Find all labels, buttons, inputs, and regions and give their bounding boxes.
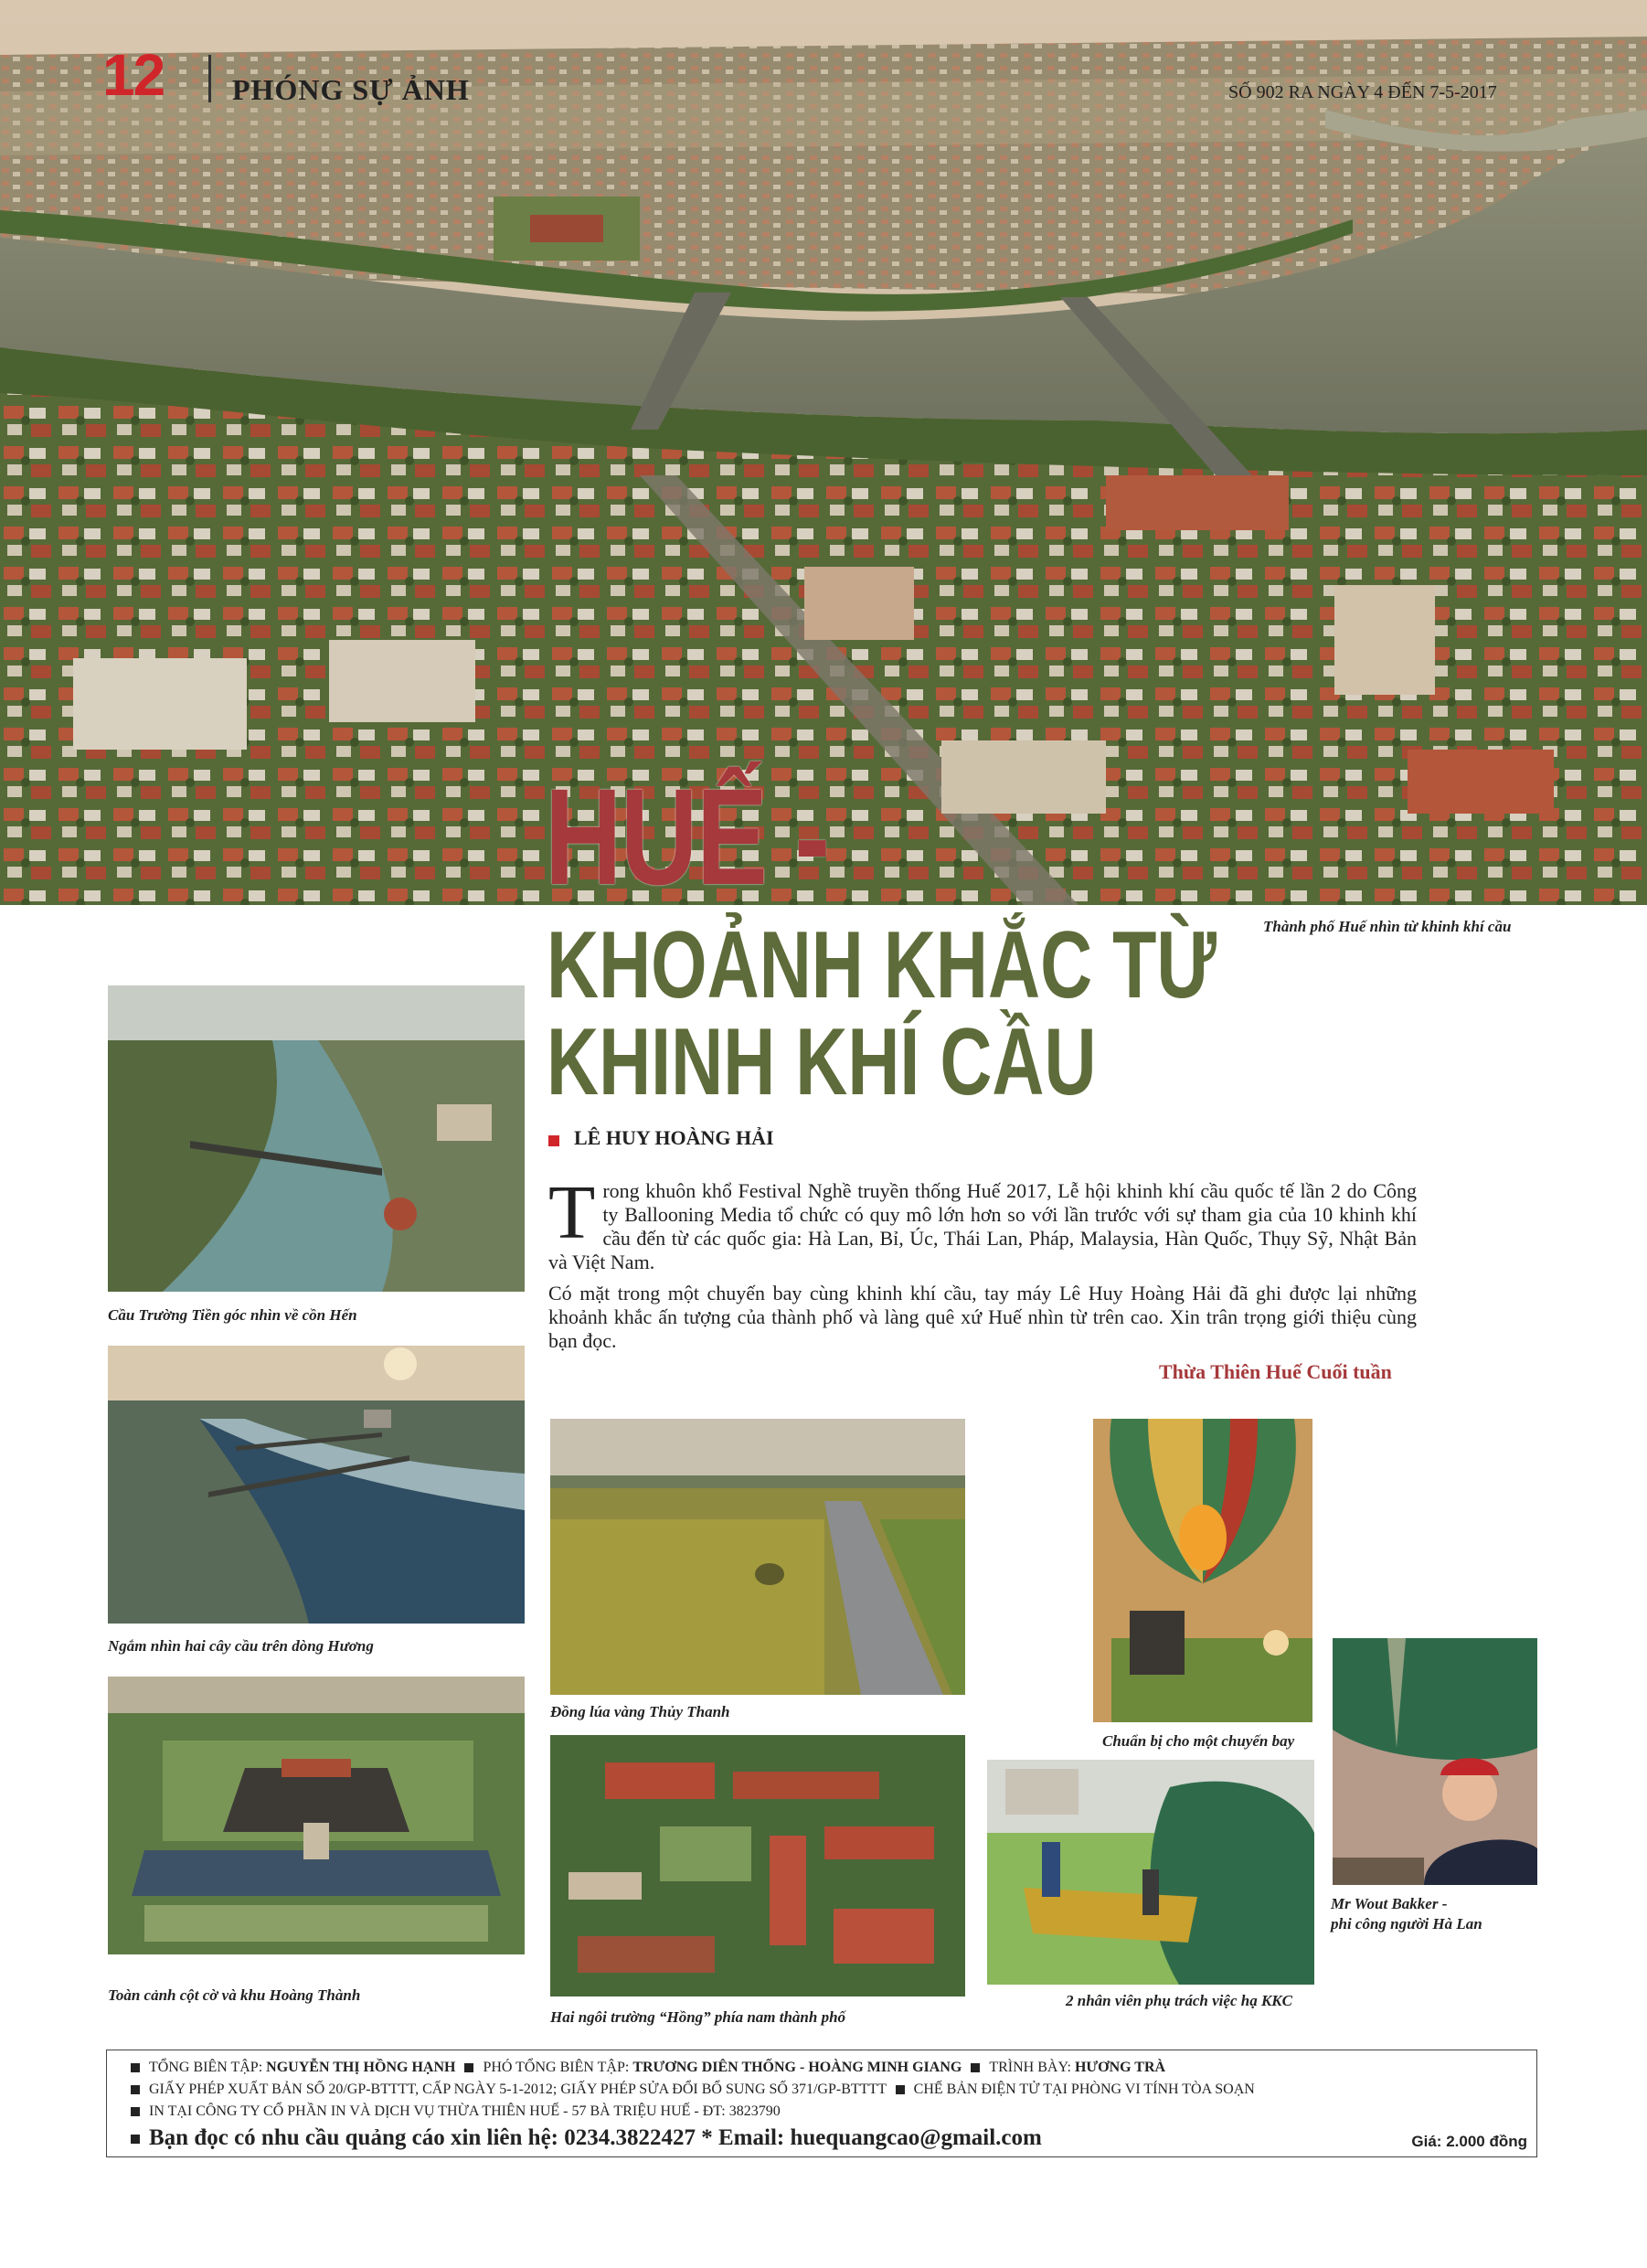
typesetting-text: CHẾ BẢN ĐIỆN TỬ TẠI PHÒNG VI TÍNH TÒA SOẠN	[913, 2082, 1255, 2097]
layout-name: HƯƠNG TRÀ	[1074, 2060, 1166, 2075]
footer-printer-line	[131, 2103, 781, 2120]
license-text: GIẤY PHÉP XUẤT BẢN SỐ 20/GP-BTTTT, CẤP NGÀY 5-1-2012; GIẤY PHÉP SỬA ĐỔI BỔ SUNG SỐ 371/GP-BTTTT	[149, 2082, 887, 2097]
caption-photo-8	[1331, 1894, 1482, 1934]
editor-label: TỔNG BIÊN TẬP:	[149, 2060, 263, 2075]
photo-imperial-citadel	[108, 1677, 525, 1954]
lede-paragraph-1	[548, 1170, 1417, 1274]
footer-license-line	[131, 2082, 1255, 2098]
footer-bullet	[131, 2107, 140, 2116]
section-label: PHÓNG SỰ ẢNH	[232, 73, 470, 106]
lede-paragraph-2: Có mặt trong một chuyến bay cùng khinh khí cầu, tay máy Lê Huy Hoàng Hải đã ghi được lại những khoảnh khắc ấn tượng của thành phố và làng quê xứ Huế nhìn từ trên cao. Xin trân trọng giới thiệu cùng bạn đọc.	[548, 1282, 1417, 1352]
footer-bullet	[131, 2085, 140, 2094]
headline-line-1: HUẾ -	[545, 760, 829, 913]
caption-photo-8-line-2: phi công người Hà Lan	[1331, 1915, 1482, 1933]
source-credit: Thừa Thiên Huế Cuối tuần	[1159, 1360, 1392, 1383]
caption-photo-4: Đồng lúa vàng Thủy Thanh	[550, 1703, 730, 1720]
hero-caption: Thành phố Huế nhìn từ khinh khí cầu	[1263, 918, 1512, 935]
footer-bullet	[971, 2063, 980, 2072]
caption-photo-1: Cầu Trường Tiền góc nhìn về cồn Hến	[108, 1306, 357, 1324]
issue-date: SỐ 902 RA NGÀY 4 ĐẾN 7-5-2017	[1228, 82, 1497, 102]
layout-label: TRÌNH BÀY:	[989, 2060, 1071, 2075]
footer-bullet	[464, 2063, 473, 2072]
footer-editors-line	[131, 2060, 1165, 2076]
photo-pilot-wout-bakker	[1333, 1638, 1537, 1885]
price-label: Giá: 2.000 đồng	[1411, 2133, 1527, 2150]
header-divider	[208, 55, 211, 102]
lede-text	[548, 1170, 1417, 1360]
caption-photo-3: Toàn cảnh cột cờ và khu Hoàng Thành	[108, 1986, 361, 2004]
editor-name: NGUYỄN THỊ HỒNG HẠNH	[266, 2060, 456, 2075]
photo-balloon-landing-crew	[987, 1760, 1314, 1985]
deputy-names: TRƯƠNG DIÊN THỐNG - HOÀNG MINH GIANG	[632, 2060, 962, 2075]
byline: LÊ HUY HOÀNG HẢI	[574, 1126, 774, 1149]
page-number: 12	[102, 42, 165, 108]
deputy-label: PHÓ TỔNG BIÊN TẬP:	[483, 2060, 630, 2075]
caption-photo-7: 2 nhân viên phụ trách việc hạ KKC	[1066, 1992, 1292, 2009]
headline-line-2: KHOẢNH KHẮC TỪ	[547, 912, 1217, 1018]
footer-bullet	[896, 2085, 905, 2094]
caption-photo-8-line-1: Mr Wout Bakker -	[1331, 1895, 1448, 1912]
photo-rice-field	[550, 1419, 965, 1695]
printer-text: IN TẠI CÔNG TY CỔ PHẦN IN VÀ DỊCH VỤ THỪA THIÊN HUẾ - 57 BÀ TRIỆU HUẾ - ĐT: 3823790	[149, 2103, 781, 2119]
caption-photo-5: Hai ngôi trường “Hồng” phía nam thành phố	[550, 2008, 846, 2026]
photo-red-schools	[550, 1735, 965, 1996]
footer-bullet	[131, 2063, 140, 2072]
advertising-contact	[131, 2125, 1042, 2151]
masthead-footer	[106, 2050, 1537, 2157]
caption-photo-2: Ngắm nhìn hai cây cầu trên dòng Hương	[108, 1637, 374, 1655]
headline-line-3: KHINH KHÍ CẦU	[547, 1009, 1097, 1115]
contact-text: Bạn đọc có nhu cầu quảng cáo xin liên hệ: 0234.3822427 * Email: huequangcao@gmail.com	[149, 2125, 1042, 2150]
caption-photo-6: Chuẩn bị cho một chuyến bay	[1102, 1732, 1295, 1750]
drop-cap: T	[548, 1170, 596, 1255]
footer-bullet	[131, 2135, 140, 2144]
photo-truong-tien-bridge	[108, 985, 525, 1292]
photo-balloon-preparation	[1093, 1419, 1312, 1722]
photo-two-bridges	[108, 1346, 525, 1624]
byline-bullet	[548, 1135, 559, 1146]
paragraph-1-text: rong khuôn khổ Festival Nghề truyền thống Huế 2017, Lễ hội khinh khí cầu quốc tế lần 2 do Công ty Ballooning Media tổ chức có quy mô lớn hơn so với lần trước với sự tham gia của 10 khinh khí cầu đến từ các quốc gia: Hà Lan, Bỉ, Úc, Thái Lan, Pháp, Malaysia, Hàn Quốc, Thụy Sỹ, Nhật Bản và Việt Nam.	[548, 1179, 1417, 1273]
